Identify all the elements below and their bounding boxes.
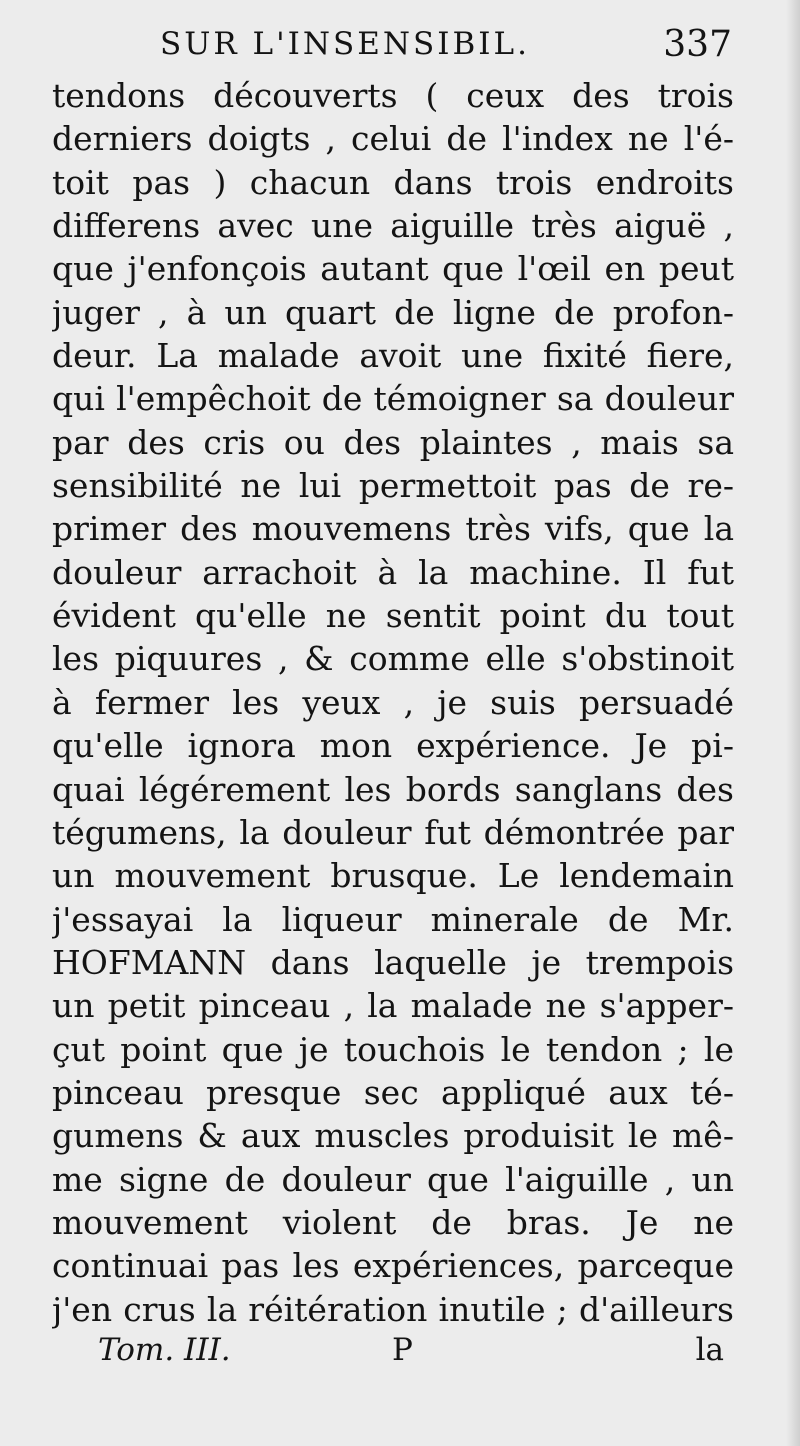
text-line: gumens & aux muscles produisit le mê- [52,1116,734,1156]
text-line: qu'elle ignora mon expérience. Je pi- [52,726,734,766]
text-line: tendons découverts ( ceux des trois [52,76,734,115]
running-title: SUR L'INSENSIBIL. [160,26,530,62]
text-line: à fermer les yeux , je suis persuadé [52,682,734,722]
text-line: un petit pinceau , la malade ne s'apper- [52,986,734,1026]
page-footer [0,1332,800,1382]
text-line: douleur arrachoit à la machine. Il fut [52,552,734,592]
text-line: évident qu'elle ne sentit point du tout [52,596,734,636]
text-line: les piquures , & comme elle s'obstinoit [52,639,734,679]
text-line: j'en crus la réitération inutile ; d'ailleurs [52,1289,734,1329]
signature-mark: P [392,1332,413,1368]
text-line: deur. La malade avoit une fixité fiere, [52,336,734,376]
text-line: çut point que je touchois le tendon ; le [52,1029,734,1069]
text-line: quai légérement les bords sanglans des [52,769,734,809]
text-line: differens avec une aiguille très aiguë , [52,206,734,246]
running-head [0,18,800,68]
body-text [52,74,734,1331]
text-line: que j'enfonçois autant que l'œil en peut [52,249,734,289]
page-edge-shadow [786,0,800,1446]
text-line: sensibilité ne lui permettoit pas de re- [52,466,734,506]
text-line: pinceau presque sec appliqué aux té- [52,1072,734,1112]
text-line: tégumens, la douleur fut démontrée par [52,812,734,852]
volume-mark: Tom. III. [98,1332,231,1368]
text-line: mouvement violent de bras. Je ne [52,1202,734,1242]
text-line: juger , à un quart de ligne de profon- [52,292,734,332]
text-line: toit pas ) chacun dans trois endroits [52,162,734,202]
text-line: HOFMANN dans laquelle je trempois [52,942,734,982]
text-line: un mouvement brusque. Le lendemain [52,856,734,896]
text-line: continuai pas les expériences, parceque [52,1246,734,1286]
page-number: 337 [663,24,732,65]
text-line: j'essayai la liqueur minerale de Mr. [52,899,734,939]
text-line: qui l'empêchoit de témoigner sa douleur [52,379,734,419]
text-line: me signe de douleur que l'aiguille , un [52,1159,734,1199]
text-line: primer des mouvemens très vifs, que la [52,509,734,549]
text-line: derniers doigts , celui de l'index ne l'é- [52,119,734,159]
text-line: par des cris ou des plaintes , mais sa [52,422,734,462]
catchword: la [695,1332,724,1368]
